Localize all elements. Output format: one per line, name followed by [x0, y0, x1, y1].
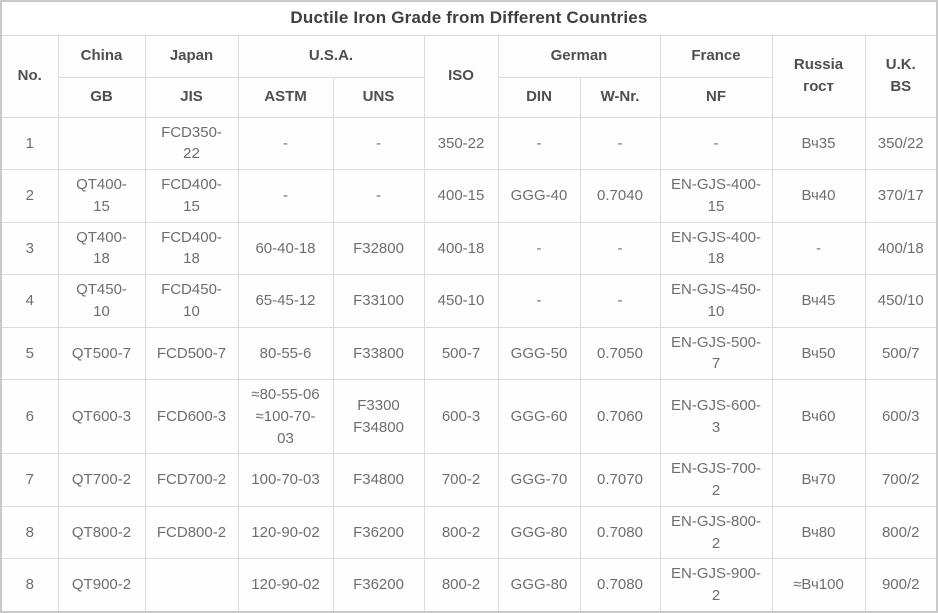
- cell-russia-gost: Вч45: [772, 275, 865, 328]
- cell-no: 5: [1, 327, 58, 380]
- cell-german-din: -: [498, 117, 580, 170]
- cell-german-wnr: -: [580, 222, 660, 275]
- cell-no: 6: [1, 380, 58, 454]
- cell-no: 7: [1, 454, 58, 507]
- cell-japan-jis: FCD700-2: [145, 454, 238, 507]
- cell-france-nf: -: [660, 117, 772, 170]
- table-title-row: [1, 1, 937, 35]
- cell-no: 4: [1, 275, 58, 328]
- cell-uk-bs: 500/7: [865, 327, 937, 380]
- cell-usa-uns: F32800: [333, 222, 424, 275]
- cell-usa-uns: F36200: [333, 506, 424, 559]
- cell-japan-jis: FCD600-3: [145, 380, 238, 454]
- cell-france-nf: EN-GJS-700-2: [660, 454, 772, 507]
- cell-iso: 800-2: [424, 559, 498, 612]
- cell-japan-jis: FCD500-7: [145, 327, 238, 380]
- cell-iso: 350-22: [424, 117, 498, 170]
- cell-german-din: -: [498, 275, 580, 328]
- grade-table-body: [1, 117, 937, 612]
- cell-russia-gost: Вч80: [772, 506, 865, 559]
- column-header-uns: UNS: [333, 77, 424, 117]
- column-header-uk: [865, 35, 937, 117]
- cell-usa-astm: 80-55-6: [238, 327, 333, 380]
- cell-japan-jis: FCD350-22: [145, 117, 238, 170]
- cell-german-wnr: 0.7050: [580, 327, 660, 380]
- cell-japan-jis: FCD800-2: [145, 506, 238, 559]
- cell-france-nf: EN-GJS-400-15: [660, 170, 772, 223]
- table-row: [1, 559, 937, 612]
- cell-no: 2: [1, 170, 58, 223]
- cell-german-wnr: 0.7080: [580, 559, 660, 612]
- column-header-jis: JIS: [145, 77, 238, 117]
- cell-german-wnr: 0.7040: [580, 170, 660, 223]
- cell-iso: 400-15: [424, 170, 498, 223]
- table-row: [1, 506, 937, 559]
- header-row-countries: [1, 35, 937, 77]
- cell-german-din: GGG-80: [498, 559, 580, 612]
- cell-usa-astm: ≈80-55-06 ≈100-70-03: [238, 380, 333, 454]
- column-header-gb: GB: [58, 77, 145, 117]
- cell-german-din: GGG-50: [498, 327, 580, 380]
- cell-iso: 600-3: [424, 380, 498, 454]
- page-title: Ductile Iron Grade from Different Countries: [1, 1, 937, 35]
- cell-russia-gost: Вч40: [772, 170, 865, 223]
- cell-uk-bs: 370/17: [865, 170, 937, 223]
- cell-uk-bs: 800/2: [865, 506, 937, 559]
- cell-uk-bs: 350/22: [865, 117, 937, 170]
- cell-iso: 450-10: [424, 275, 498, 328]
- cell-japan-jis: FCD400-15: [145, 170, 238, 223]
- column-header-din: DIN: [498, 77, 580, 117]
- cell-usa-uns: -: [333, 170, 424, 223]
- cell-china-gb: QT600-3: [58, 380, 145, 454]
- cell-german-din: GGG-70: [498, 454, 580, 507]
- cell-german-din: GGG-80: [498, 506, 580, 559]
- cell-usa-uns: F36200: [333, 559, 424, 612]
- cell-france-nf: EN-GJS-400-18: [660, 222, 772, 275]
- cell-russia-gost: Вч70: [772, 454, 865, 507]
- cell-russia-gost: Вч60: [772, 380, 865, 454]
- cell-no: 8: [1, 506, 58, 559]
- cell-russia-gost: Вч50: [772, 327, 865, 380]
- cell-iso: 700-2: [424, 454, 498, 507]
- table-row: [1, 454, 937, 507]
- cell-iso: 800-2: [424, 506, 498, 559]
- table-row: [1, 275, 937, 328]
- column-header-nf: NF: [660, 77, 772, 117]
- cell-german-wnr: 0.7080: [580, 506, 660, 559]
- cell-usa-astm: -: [238, 117, 333, 170]
- cell-china-gb: QT500-7: [58, 327, 145, 380]
- cell-russia-gost: -: [772, 222, 865, 275]
- column-header-german: German: [498, 35, 660, 77]
- cell-russia-gost: ≈Вч100: [772, 559, 865, 612]
- column-header-russia-line2: гост: [803, 78, 834, 96]
- column-header-russia: [772, 35, 865, 117]
- cell-france-nf: EN-GJS-600-3: [660, 380, 772, 454]
- table-row: [1, 380, 937, 454]
- table-row: [1, 170, 937, 223]
- cell-uk-bs: 900/2: [865, 559, 937, 612]
- column-header-france: France: [660, 35, 772, 77]
- cell-german-din: -: [498, 222, 580, 275]
- cell-china-gb: QT450-10: [58, 275, 145, 328]
- cell-german-din: GGG-60: [498, 380, 580, 454]
- column-header-iso: ISO: [424, 35, 498, 117]
- cell-usa-astm: 100-70-03: [238, 454, 333, 507]
- column-header-russia-line1: Russia: [793, 56, 844, 74]
- cell-china-gb: QT800-2: [58, 506, 145, 559]
- cell-german-din: GGG-40: [498, 170, 580, 223]
- cell-japan-jis: FCD400-18: [145, 222, 238, 275]
- column-header-usa: U.S.A.: [238, 35, 424, 77]
- cell-no: 8: [1, 559, 58, 612]
- cell-german-wnr: 0.7070: [580, 454, 660, 507]
- cell-usa-uns: F33100: [333, 275, 424, 328]
- cell-usa-astm: -: [238, 170, 333, 223]
- cell-china-gb: QT900-2: [58, 559, 145, 612]
- table-row: [1, 222, 937, 275]
- column-header-uk-line1: U.K.: [885, 56, 916, 74]
- cell-iso: 400-18: [424, 222, 498, 275]
- column-header-wnr: W-Nr.: [580, 77, 660, 117]
- cell-usa-uns: -: [333, 117, 424, 170]
- cell-china-gb: QT400-15: [58, 170, 145, 223]
- cell-china-gb: QT700-2: [58, 454, 145, 507]
- cell-german-wnr: -: [580, 117, 660, 170]
- cell-usa-uns: F3300 F34800: [333, 380, 424, 454]
- cell-japan-jis: FCD450-10: [145, 275, 238, 328]
- cell-uk-bs: 400/18: [865, 222, 937, 275]
- cell-usa-astm: 65-45-12: [238, 275, 333, 328]
- cell-iso: 500-7: [424, 327, 498, 380]
- cell-german-wnr: 0.7060: [580, 380, 660, 454]
- cell-france-nf: EN-GJS-450-10: [660, 275, 772, 328]
- cell-usa-astm: 60-40-18: [238, 222, 333, 275]
- cell-uk-bs: 450/10: [865, 275, 937, 328]
- cell-japan-jis: [145, 559, 238, 612]
- table-row: [1, 117, 937, 170]
- cell-usa-uns: F33800: [333, 327, 424, 380]
- cell-uk-bs: 700/2: [865, 454, 937, 507]
- cell-russia-gost: Вч35: [772, 117, 865, 170]
- column-header-no: No.: [1, 35, 58, 117]
- column-header-uk-line2: BS: [890, 78, 912, 96]
- cell-no: 3: [1, 222, 58, 275]
- cell-china-gb: [58, 117, 145, 170]
- cell-usa-uns: F34800: [333, 454, 424, 507]
- column-header-china: China: [58, 35, 145, 77]
- table-row: [1, 327, 937, 380]
- cell-france-nf: EN-GJS-800-2: [660, 506, 772, 559]
- cell-france-nf: EN-GJS-900-2: [660, 559, 772, 612]
- cell-no: 1: [1, 117, 58, 170]
- cell-german-wnr: -: [580, 275, 660, 328]
- cell-china-gb: QT400-18: [58, 222, 145, 275]
- cell-uk-bs: 600/3: [865, 380, 937, 454]
- column-header-japan: Japan: [145, 35, 238, 77]
- cell-france-nf: EN-GJS-500-7: [660, 327, 772, 380]
- cell-usa-astm: 120-90-02: [238, 506, 333, 559]
- column-header-astm: ASTM: [238, 77, 333, 117]
- cell-usa-astm: 120-90-02: [238, 559, 333, 612]
